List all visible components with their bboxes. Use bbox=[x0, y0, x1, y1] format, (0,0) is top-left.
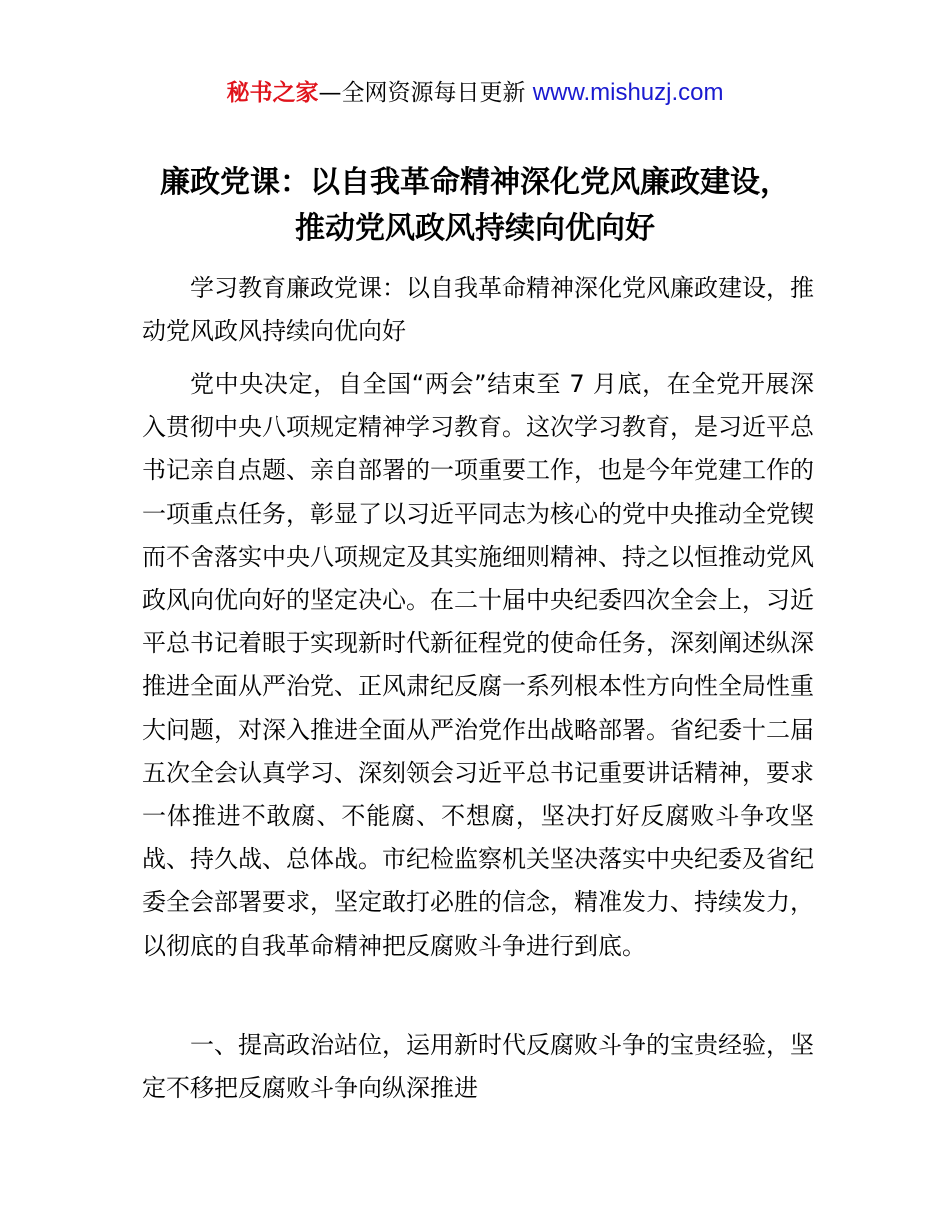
title-line-2: 推动党风政风持续向优向好 bbox=[295, 211, 655, 246]
intro-paragraph: 学习教育廉政党课：以自我革命精神深化党风廉政建设，推动党风政风持续向优向好 bbox=[142, 274, 814, 346]
site-tagline: —全网资源每日更新 bbox=[318, 80, 533, 106]
main-paragraph: 党中央决定，自全国“两会”结束至 7 月底，在全党开展深入贯彻中央八项规定精神学习教育。这次学习教育，是习近平总书记亲自点题、亲自部署的一项重要工作，也是今年党建工作的一项重点任务，彰显了以习近平同志为核心的党中央推动全党锲而不舍落实中央八项规定及其实施细则精神、持之以恒推动党风政风向优向好的坚定决心。在二十届中央纪委四次全会上，习近平总书记着眼于实现新时代新征程党的使命任务，深刻阐述纵深推进全面从严治党、正风肃纪反腐一系列根本性方向性全局性重大问题，对深入推进全面从严治党作出战略部署。省纪委十二届五次全会认真学习、深刻领会习近平总书记重要讲话精神，要求一体推进不敢腐、不能腐、不想腐，坚决打好反腐败斗争攻坚战、持久战、总体战。市纪检监察机关坚决落实中央纪委及省纪委全会部署要求，坚定敢打必胜的信念，精准发力、持续发力，以彻底的自我革命精神把反腐败斗争进行到底。 bbox=[142, 370, 814, 960]
site-brand: 秘书之家 bbox=[226, 80, 319, 106]
document-title bbox=[120, 160, 830, 252]
site-url-link[interactable]: www.mishuzj.com bbox=[532, 79, 724, 106]
site-header bbox=[0, 76, 950, 110]
section-heading-1: 一、提高政治站位，运用新时代反腐败斗争的宝贵经验，坚定不移把反腐败斗争向纵深推进 bbox=[142, 1031, 814, 1103]
title-line-1: 廉政党课：以自我革命精神深化党风廉政建设， bbox=[160, 165, 790, 200]
